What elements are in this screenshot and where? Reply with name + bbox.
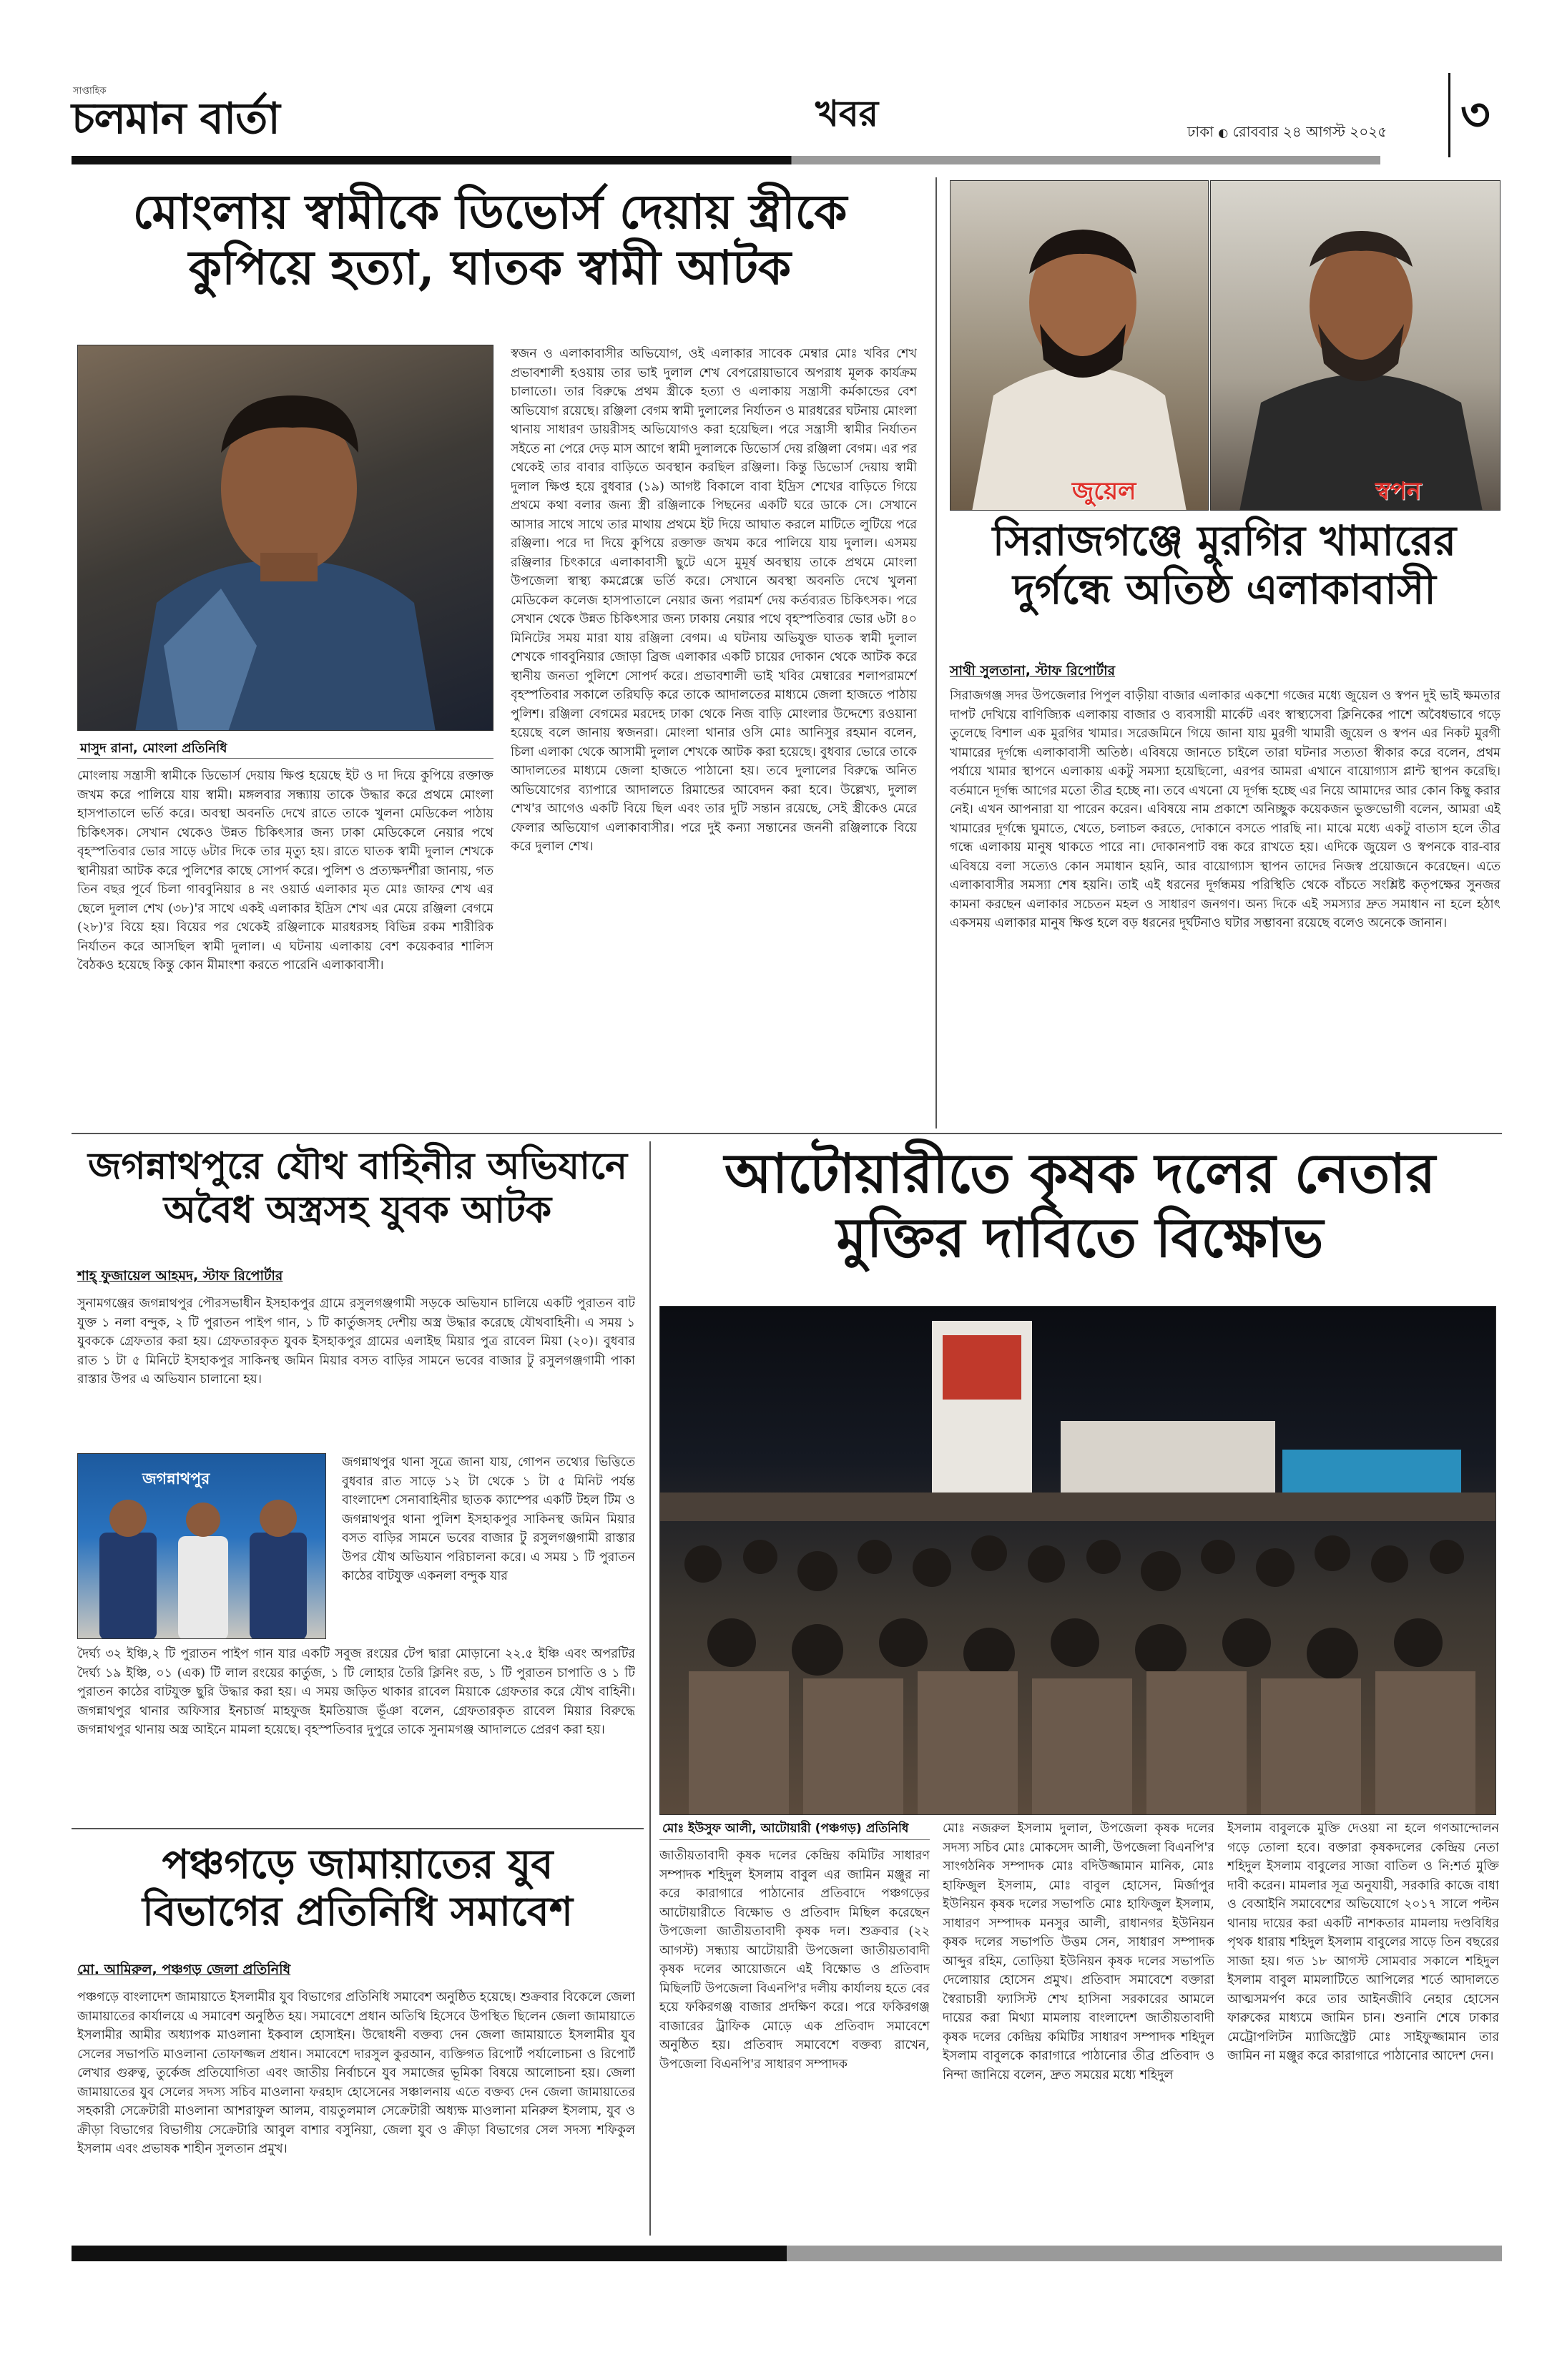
story4-headline-line2: বিভাগের প্রতিনিধি সমাবেশ — [142, 1888, 573, 1936]
story2-headline-line1: সিরাজগঞ্জে মুরগির খামারের — [992, 516, 1457, 565]
story1-photo-caption: মাসুদ রানা, মোংলা প্রতিনিধি — [80, 741, 227, 756]
story3-byline: শাহ্ ফুজায়েল আহমদ, স্টাফ রিপোর্টার — [77, 1268, 283, 1284]
story5-col2: মোঃ নজরুল ইসলাম দুলাল, উপজেলা কৃষক দলের সদস্য সচিব মোঃ মোকসেদ আলী, উপজেলা বিএনপি'র সাংগঠনিক সম্পাদক মোঃ বদিউজ্জামান মানিক, মোঃ হাফিজুল ইসলাম, মোঃ বাবুল হোসেন, মির্জাপুর ইউনিয়ন কৃষক দলের সভাপতি মোঃ হাফিজুল ইসলাম, সাধারণ সম্পাদক মনসুর আলী, রাধানগর ইউনিয়ন কৃষক দলের সভাপতি উত্তম সেন, সাধারণ সম্পাদক আব্দুর রহিম, তোড়িয়া ইউনিয়ন কৃষক দলের সভাপতি দেলোয়ার হোসেন প্রমুখ। প্রতিবাদ সমাবেশে বক্তারা স্বৈরাচারী ফ্যাসিস্ট শেখ হাসিনা সরকারের আমলে দায়ের করা মিথ্যা মামলায় বাংলাদেশ জাতীয়তাবাদী কৃষক দলের কেন্দ্রিয় কমিটির সাধারণ সম্পাদক শহিদুল ইসলাম বাবুলকে কারাগারে পাঠানোর তীব্র প্রতিবাদ ও নিন্দা জানিয়ে বলেন, দ্রুত সময়ের মধ্যে শহিদুল — [943, 1821, 1214, 2082]
col-divider-top — [935, 177, 937, 1128]
story5-headline-line1: আটোয়ারীতে কৃষক দলের নেতার — [724, 1141, 1436, 1205]
story2-headline-line2: দুর্গন্ধে অতিষ্ঠ এলাকাবাসী — [1013, 565, 1436, 614]
story3-beside-photo: জগন্নাথপুর থানা সূত্রে জানা যায়, গোপন তথ্যের ভিত্তিতে বুধবার রাত সাড়ে ১২ টা থেকে ১ টা ৫ মিনিট পর্যন্ত বাংলাদেশ সেনাবাহিনীর ছাতক ক্যাম্পের একটি টহল টিম ও জগন্নাথপুর থানা পুলিশ ইসহাকপুর সাকিনস্থ জমিন মিয়ার বসত বাড়ির সামনে ভবের বাজার টু রসুলগঞ্জগামী রাস্তার উপর যৌথ অভিযান পরিচালনা করে। এ সময় ১ টি পুরাতন কাঠের বাটযুক্ত একনলা বন্দুক যার — [342, 1455, 635, 1583]
story4-byline: মো. আমিরুল, পঞ্চগড় জেলা প্রতিনিধি — [77, 1962, 291, 1977]
story2-label-left: জুয়েল — [1072, 477, 1136, 506]
section-title: খবর — [815, 92, 879, 134]
story1-col1: মোংলায় সন্ত্রাসী স্বামীকে ডিভোর্স দেয়ায় ক্ষিপ্ত হয়েছে ইট ও দা দিয়ে কুপিয়ে রক্তাক্ত জখম করে পালিয়ে যায় স্বামী। মঙ্গলবার সন্ধ্যায় তাকে উদ্ধার করে প্রথমে মোংলা হাসপাতালে ভর্তি করে। অবস্থা অবনতি দেখে রাতে তাকে খুলনা মেডিকেল পাঠায় চিকিৎসক। সেখান থেকেও উন্নত চিকিৎসার জন্য ঢাকা মেডিকেলে নেয়ার পথে বৃহস্পতিবার ভোর সাড়ে ৬টার দিকে তার মৃত্যু হয়। রাতে ঘাতক স্বামী দুলাল শেখকে স্থানীয়রা আটক করে পুলিশের কাছে সোপর্দ করে। পুলিশ ও প্রত্যক্ষদর্শীরা জানায়, গত তিন বছর পূর্বে চিলা গাববুনিয়ার ৪ নং ওয়ার্ড এলাকার মৃত মোঃ জাফর শেখ এর ছেলে দুলাল শেখ (৩৮)'র সাথে একই এলাকার ইদ্রিস শেখ এর মেয়ে রঞ্জিলা বেগমে (২৮)'র বিয়ে হয়। বিয়ের পর থেকেই রঞ্জিলাকে মারধরসহ বিভিন্ন রকম শারীরিক নির্যাতন করে আসছিল স্বামী দুলাল। এ ঘটনায় এলাকায় বেশ কয়েকবার শালিস বৈঠকও হয়েছে কিন্তু কোন মীমাংশা করতে পারেনি এলাকাবাসী। — [77, 769, 493, 973]
story5-caption-rule — [659, 1839, 930, 1840]
story2-headline — [945, 516, 1503, 614]
row-divider — [72, 1133, 1502, 1134]
story3-headline — [72, 1144, 644, 1232]
logo-name: চলমান বার্তা — [72, 94, 280, 144]
masthead — [72, 72, 1495, 157]
masthead-rule — [72, 156, 1380, 164]
dateline-city: ঢাকা — [1187, 123, 1214, 140]
footer-rule — [72, 2246, 1502, 2261]
story2-photo-left — [950, 180, 1209, 511]
story2-byline: সাথী সুলতানা, স্টাফ রিপোর্টার — [950, 663, 1116, 679]
story1-col2: স্বজন ও এলাকাবাসীর অভিযোগ, ওই এলাকার সাবেক মেম্বার মোঃ খবির শেখ প্রভাবশালী হওয়ায় তার ভাই দুলাল শেখ বেপরোয়াভাবে অপরাধ মূলক কার্যক্রম চালাতো। তার বিরুদ্ধে প্রথম স্ত্রীকে হত্যা ও এলাকায় সন্ত্রাসী কর্মকান্ডের বেশ অভিযোগ রয়েছে। রঞ্জিলা বেগম স্বামী দুলালের নির্যাতন ও মারধরের ঘটনায় মোংলা থানায় সাধারণ ডায়রীসহ অভিযোগও করা হয়েছিল। পরে সন্ত্রাসী স্বামীর নির্যাতন সইতে না পেরে দেড় মাস আগে স্বামী দুলালকে ডিভোর্স দেয় রঞ্জিলা বেগম। এর পর থেকেই তার বাবার বাড়িতে অবস্থান করছিল রঞ্জিলা। কিন্তু ডিভোর্স দেয়ায় স্বামী দুলাল ক্ষিপ্ত হয়ে বুধবার (১৯) আগষ্ট বিকালে বাবা ইদ্রিস শেখের বাড়িতে গিয়ে প্রথমে কথা বলার জন্য স্ত্রী রঞ্জিলাকে পিছনের একটি ঘরে ডাকে সে। সেখানে আসার সাথে সাথে তার মাথায় প্রথমে ইট দিয়ে আঘাত করলে মাটিতে লুটিয়ে পরে রঞ্জিলা। পরে দা দিয়ে কুপিয়ে রক্তাক্ত জখম করে পালিয়ে যায় দুলাল। এসময় রঞ্জিলার চিৎকারে এলাকাবাসী ছুটে এসে মুমূর্ষ অবস্থায় তাকে প্রথমে মোংলা উপজেলা স্বাস্থ্য কমপ্লেক্সে ভর্তি করে। সেখানে অবস্থা অবনতি দেখে খুলনা মেডিকেল কলেজ হাসপাতালে নেয়ার জন্য পরামর্শ দেয় কর্তব্যরত চিকিৎসক। পরে সেখান থেকে উন্নত চিকিৎসার জন্য ঢাকায় নেয়ার পথে বৃহস্পতিবার ভোর ৬টা ৪০ মিনিটের সময় মারা যায় রঞ্জিলা বেগম। এ ঘটনায় অভিযুক্ত ঘাতক স্বামী দুলাল শেখকে গাববুনিয়ার জোড়া ব্রিজ এলাকার একটি চায়ের দোকান থেকে আটক করে স্থানীয় জনতা পুলিশে সোপর্দ করে। প্রভাবশালী ভাই খবির মেম্বারের শলাপরামর্শে বৃহস্পতিবার সকালে তরিঘড়ি করে তাকে আদালতের মাধ্যমে জেলা হাজতে পাঠায় পুলিশ। রঞ্জিলা বেগমের মরদেহ ঢাকা থেকে নিজ বাড়ি মোংলার উদ্দেশ্যে রওয়ানা হয়েছে বলে জানায় স্বজনরা। মোংলা থানার ওসি মোঃ আনিসুর রহমান বলেন, চিলা এলাকা থেকে আসামী দুলাল শেখকে আটক করা হয়েছে। বুধবার ভোরে তাকে আদালতের মাধ্যমে জেলা হাজতে পাঠানো হয়। তবে দুলালের বিরুদ্ধে অনিত অভিযোগের ব্যাপারে আদালতে রিমান্ডের আবেদন করা হবে। উল্লেখ্য, দুলাল শেখ'র আগেও একটি বিয়ে ছিল এবং তার দুটি সন্তান রয়েছে, সেই স্ত্রীকেও মেরে ফেলার অভিযোগ এলাকাবাসীর। পরে দুই কন্যা সন্তানের জননী রঞ্জিলাকে বিয়ে করে দুলাল শেখ। — [511, 347, 917, 854]
story4-headline-line1: পঞ্চগড়ে জামায়াতের যুব — [162, 1841, 554, 1888]
newspaper-logo — [72, 86, 379, 143]
story2-label-right: স্বপন — [1375, 477, 1422, 506]
dateline-separator-icon: ◐ — [1218, 126, 1229, 139]
story1-headline-line2: কুপিয়ে হত্যা, ঘাতক স্বামী আটক — [188, 239, 792, 295]
story3-bottom-rule — [72, 1828, 644, 1829]
story2-photo-right — [1210, 180, 1500, 511]
person-figure-icon — [78, 345, 493, 731]
story3-headline-line1: জগন্নাথপুরে যৌথ বাহিনীর অভিযানে — [87, 1144, 628, 1188]
story3-photo-sign: জগন্নাথপুর — [142, 1470, 210, 1488]
story5-col1: জাতীয়তাবাদী কৃষক দলের কেন্দ্রিয় কমিটির সাধারণ সম্পাদক শহিদুল ইসলাম বাবুল এর জামিন মঞ্জুর না করে কারাগারে পাঠানোর প্রতিবাদে পঞ্চগড়ের আটোয়ারীতে বিক্ষোভ ও প্রতিবাদ মিছিল করেছেন উপজেলা জাতীয়তাবাদী কৃষক দল। শুক্রবার (২২ আগস্ট) সন্ধ্যায় আটোয়ারী উপজেলা জাতীয়তাবাদী কৃষক দলের আয়োজনে এই বিক্ষোভ ও প্রতিবাদ মিছিলটি উপজেলা বিএনপি'র দলীয় কার্যালয় হতে বের হয়ে ফকিরগঞ্জ বাজার প্রদক্ষিণ করে। পরে ফকিরগঞ্জ বাজারের ট্রাফিক মোড়ে এক প্রতিবাদ সমাবেশে অনুষ্ঠিত হয়। প্রতিবাদ সমাবেশে বক্তব্য রাখেন, উপজেলা বিএনপি'র সাধারণ সম্পাদক — [659, 1849, 930, 2072]
story5-photo-caption: মোঃ ইউসুফ আলী, আটোয়ারী (পঞ্চগড়) প্রতিনিধি — [662, 1821, 909, 1836]
police-officers-icon — [78, 1454, 326, 1639]
logo-small-label: সাপ্তাহিক — [73, 86, 107, 97]
story5-photo — [659, 1306, 1496, 1815]
story1-headline-line1: মোংলায় স্বামীকে ডিভোর্স দেয়ায় স্ত্রীকে — [132, 184, 848, 240]
story5-col3: ইসলাম বাবুলকে মুক্তি দেওয়া না হলে গণআন্দোলন গড়ে তোলা হবে। বক্তারা কৃষকদলের কেন্দ্রিয় নেতা শহিদুল ইসলাম বাবুলের সাজা বাতিল ও নি:শর্ত মুক্তি দাবী করেন। মামলার সূত্র অনুযায়ী, সরকারি কাজে বাধা ও বেআইনি সমাবেশের অভিযোগে ২০১৭ সালে পল্টন থানায় দায়ের করা একটি নাশকতার মামলায় দণ্ডবিধির পৃথক ধারায় শহিদুল ইসলাম বাবুলের সাড়ে তিন বছরের সাজা হয়। গত ১৮ আগস্ট সোমবার সকালে শহিদুল ইসলাম বাবুল মামলাটিতে আপিলের শর্তে আদালতে আত্মসমর্পণ করে তার আইনজীবি নেহার হোসেন ফারুকের মাধ্যমে জামিন চান। শুনানি শেষে ঢাকার মেট্রোপলিটন ম্যাজিস্ট্রেট মোঃ সাইফুজ্জামান তার জামিন না মঞ্জুর করে কারাগারে পাঠানোর আদেশ দেন। — [1227, 1821, 1499, 2063]
dateline — [1187, 122, 1387, 145]
story4-body: পঞ্চগড়ে বাংলাদেশ জামায়াতে ইসলামীর যুব বিভাগের প্রতিনিধি সমাবেশ অনুষ্ঠিত হয়েছে। শুক্রবার বিকেলে জেলা জামায়াতের কার্যালয়ে এ সমাবেশ অনুষ্ঠিত হয়। সমাবেশে প্রধান অতিথি হিসেবে উপস্থিত ছিলেন জেলা জামায়াতে ইসলামীর আমীর অধ্যাপক মাওলানা ইকবাল হোসাইন। উদ্বোধনী বক্তব্য দেন জেলা জামায়াতে ইসলামীর যুব সেলের সভাপতি মাওলানা তোফাজ্জল প্রধান। সমাবেশে দারসুল কুরআন, ব্যক্তিগত রিপোর্ট পর্যালোচনা ও রিপোর্ট লেখার গুরুত্ব, তুর্কেজ প্রতিযোগিতা এবং জাতীয় নির্বাচনে যুব সমাজের ভূমিকা বিষয়ে আলোচনা হয়। জেলা জামায়াতের যুব সেলের সদস্য সচিব মাওলানা ফরহাদ হোসেনের সঞ্চালনায় এতে বক্তব্য দেন জেলা জামায়াতের সহকারী সেক্রেটারী মাওলানা আশরাফুল আলম, বায়তুলমাল সেক্রেটারী অধ্যক্ষ মাওলানা মনিরুল ইসলাম, যুব ও ক্রীড়া বিভাগের বিভাগীয় সেক্রেটারি আবুল বাশার বসুনিয়া, জেলা যুব ও ক্রীড়া বিভাগের সেল সদস্য শফিকুল ইসলাম এবং প্রভাষক শাহীন সুলতান প্রমুখ। — [77, 1990, 635, 2156]
story5-headline-line2: মুক্তির দাবিতে বিক্ষোভ — [836, 1205, 1324, 1269]
story4-headline — [72, 1841, 644, 1935]
page-number: ৩ — [1460, 88, 1490, 142]
person-figure-icon — [951, 181, 1209, 511]
page-number-divider — [1448, 73, 1450, 157]
dateline-date: রোববার ২৪ আগস্ট ২০২৫ — [1232, 123, 1387, 140]
story1-headline — [72, 185, 908, 296]
story3-photo — [77, 1453, 326, 1639]
story1-photo — [77, 345, 493, 731]
story5-headline — [658, 1141, 1502, 1269]
story3-lead: সুনামগঞ্জের জগন্নাথপুর পৌরসভাধীন ইসহাকপুর গ্রামে রসুলগঞ্জগামী সড়কে অভিযান চালিয়ে একটি পুরাতন বাট যুক্ত ১ নলা বন্দুক, ২ টি পুরাতন পাইপ গান, ১ টি কার্তুজসহ দেশীয় অস্ত্র উদ্ধার করেছে যৌথবাহিনী। এ সময় ১ যুবককে গ্রেফতার করা হয়। গ্রেফতারকৃত যুবক ইসহাকপুর গ্রামের এলাইছ মিয়ার পুত্র রাবেল মিয়া (২০)। বুধবার রাত ১ টা ৫ মিনিটে ইসহাকপুর সাকিনস্থ জমিন মিয়ার বসত বাড়ির সামনে ভবের বাজার টু রসুলগঞ্জগামী পাকা রাস্তার উপর এ অভিযান চালানো হয়। — [77, 1297, 635, 1387]
person-figure-icon — [1211, 181, 1500, 511]
protest-crowd-icon — [660, 1307, 1496, 1815]
story3-tail: দৈর্ঘ্য ৩২ ইঞ্চি,২ টি পুরাতন পাইপ গান যার একটি সবুজ রংয়ের টেপ দ্বারা মোড়ানো ২২.৫ ইঞ্চি এবং অপরটির দৈর্ঘ্য ১৯ ইঞ্চি, ০১ (এক) টি লাল রংয়ের কার্তুজ, ১ টি লোহার তৈরি ক্লিনিং রড, ১ টি পুরাতন চাপাতি ও ১ টি পুরাতন কাঠের বাটযুক্ত ছুরি উদ্ধার করা হয়। এ সময় জড়িত থাকার রাবেল মিয়াকে গ্রেফতার করে যৌথ বাহিনী। জগন্নাথপুর থানার অফিসার ইনচার্জ মাহফুজ ইমতিয়াজ ভূঁঞা বলেন, গ্রেফতারকৃত রাবেল মিয়ার বিরুদ্ধে জগন্নাথপুর থানায় অস্ত্র আইনে মামলা হয়েছে। বৃহস্পতিবার দুপুরে তাকে সুনামগঞ্জ আদালতে প্রেরণ করা হয়। — [77, 1647, 635, 1737]
story3-headline-line2: অবৈধ অস্ত্রসহ যুবক আটক — [163, 1188, 552, 1232]
col-divider-bottom — [649, 1141, 651, 2236]
story2-body: সিরাজগঞ্জ সদর উপজেলার পিপুল বাড়ীয়া বাজার এলাকার একশো গজের মধ্যে জুয়েল ও স্বপন দুই ভাই ক্ষমতার দাপট দেখিয়ে বাণিজ্যিক এলাকায় বাজার ও ব্যবসায়ী মার্কেট এবং স্বাস্থ্যসেবা ক্লিনিকের পাশে অবৈধভাবে গড়ে তুলেছে বিশাল এক মুরগির খামার। সরেজমিনে গিয়ে জানা যায় মুরগী খামারী জুয়েল ও স্বপন এর নিকট মুরগী খামারের দূর্গন্ধে এলাকাবাসী অতিষ্ঠ। এবিষয়ে জানতে চাইলে তারা ঘটনার সত্যতা স্বীকার করে বলেন, প্রথম পর্যায়ে খামার স্থাপনে এলাকায় একটু সমস্যা হয়েছিলো, এরপর আমরা এখানে বায়োগ্যাস প্লান্ট স্থাপন করেছি। বর্তমানে দূর্গন্ধ আগের মতো তীব্র হচ্ছে না। তবে এখনো যে দূর্গন্ধ হচ্ছে এর নিয়ে আমাদের আর কোন কিছু করার নেই। এখন আপনারা যা পারেন করেন। এবিষয়ে নাম প্রকাশে অনিচ্ছুক কয়েকজন ভুক্তভোগী বলেন, আমরা এই খামারের দূর্গন্ধে ঘুমাতে, খেতে, চলাচল করতে, দোকানে বসতে পারছি না। মাঝে মধ্যে একটু বাতাস হলে তীব্র গন্ধে এলাকায় মানুষ থাকতে পারে না। দোকানপাট বন্ধ করে রাখতে হয়। এদিকে জুয়েল ও স্বপনকে বার-বার এবিষয়ে বলা সত্যেও কোন সমাধান হয়নি, আর বায়োগ্যাস স্থাপন তাদের নিজস্ব প্রয়োজনে করেছেন। এতে এলাকাবাসীর সমস্যা শেষ হয়নি। তাই এই ধরনের দূর্গন্ধময় পরিস্থিতি থেকে বাঁচতে সংশ্লিষ্ট কতৃপক্ষের সুনজর কামনা করছেন এলাকার সচেতন মহল ও সাধারণ জনগণ। অন্য দিকে এই সমস্যার দ্রুত সমাধান না হলে হঠাৎ একসময় এলাকার মানুষ ক্ষিপ্ত হলে বড় ধরনের দূর্ঘটনাও ঘটার সম্ভাবনা রয়েছে বলেও অনেকে জানান। — [950, 689, 1500, 930]
story1-caption-rule — [77, 758, 493, 759]
